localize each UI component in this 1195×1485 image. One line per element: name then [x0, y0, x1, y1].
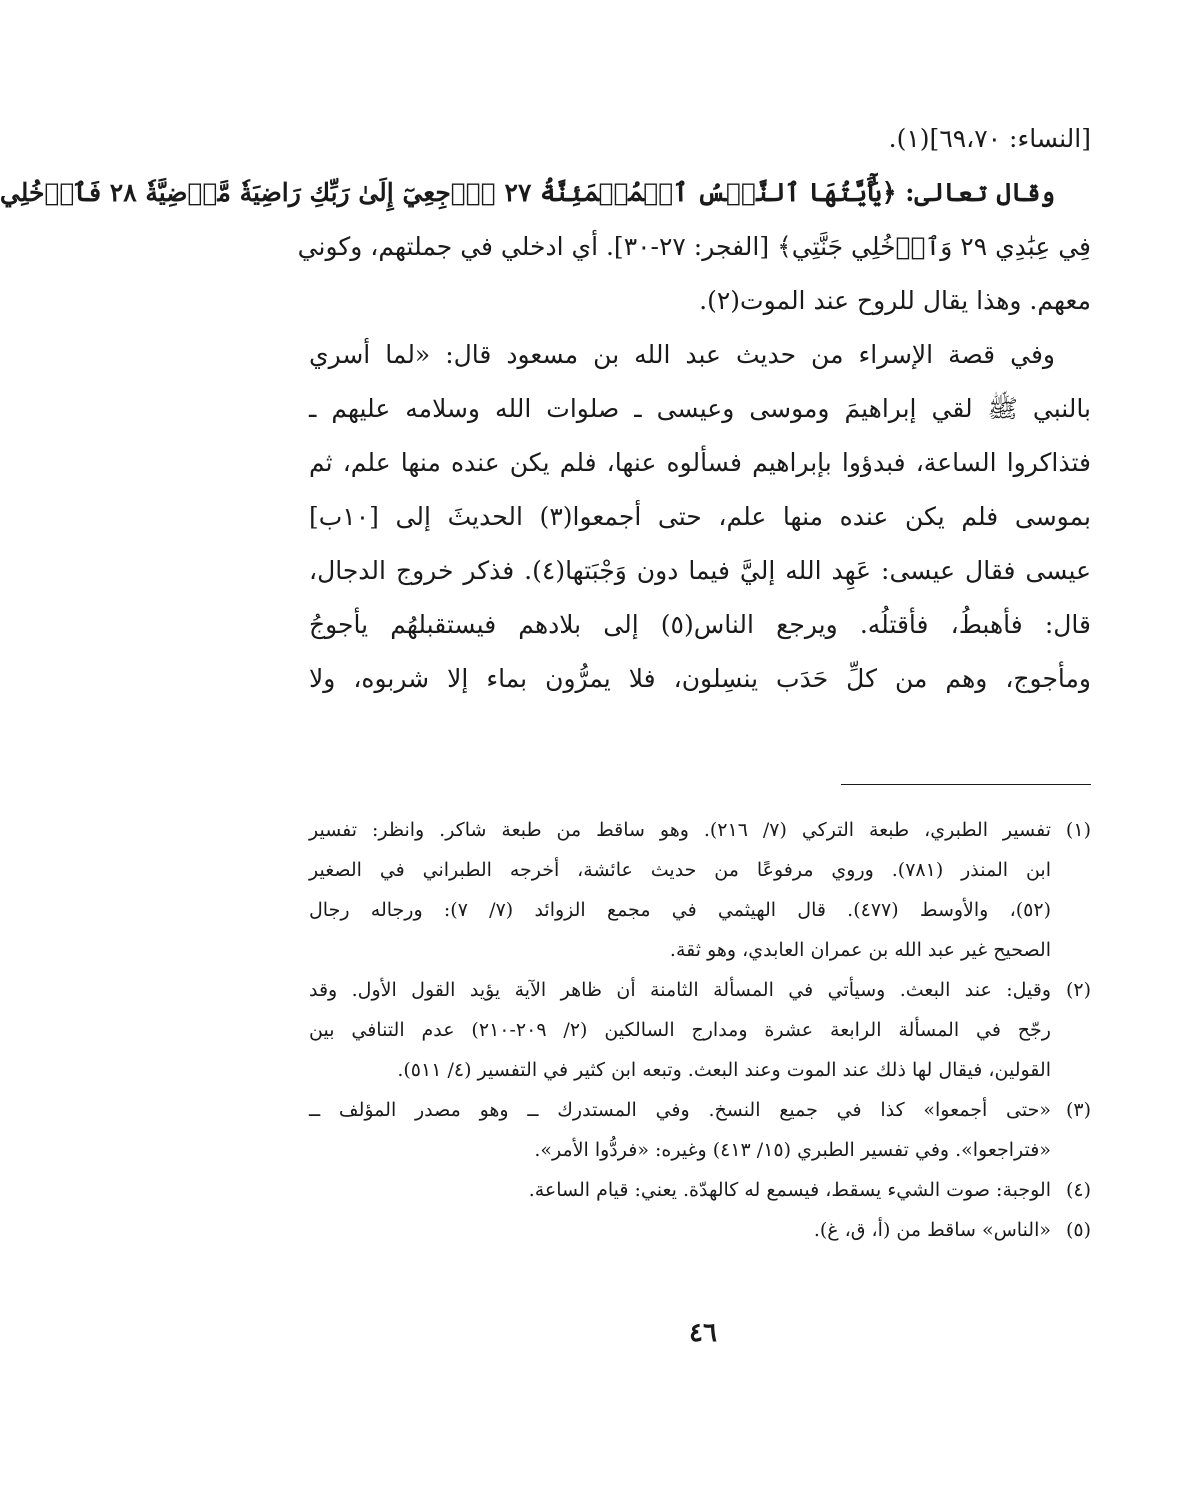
footnote-line: القولين، فيقال لها ذلك عند الموت وعند البعث. وتبعه ابن كثير في التفسير (٤/ ٥١١).: [397, 1059, 1051, 1081]
text-line: معهم. وهذا يقال للروح عند الموت(٢).: [699, 286, 1091, 315]
quran-citation-line: [النساء: ٦٩،٧٠](١).: [888, 124, 1091, 153]
footnote-text: «حتى أجمعوا» كذا في جميع النسخ. وفي المستدرك ــ وهو مصدر المؤلف ــ: [309, 1099, 1051, 1121]
footnote-number: (٣): [1065, 1099, 1091, 1121]
footnote-number: (٤): [1065, 1179, 1091, 1201]
footnotes: [309, 810, 1091, 1250]
footnote-line: [309, 1210, 1091, 1250]
footnote-line: ابن المنذر (٧٨١). وروي مرفوعًا من حديث عائشة، أخرجه الطبراني في الصغير: [309, 859, 1051, 881]
text-line: وقال تعالى: ﴿يَٰٓأَيَّتُهَا ٱلنَّفۡسُ ٱلۡمُطۡمَئِنَّةُ ٢٧ ٱرۡجِعِيٓ إِلَىٰ رَبِّكِ رَاضِيَةٗ مَّرۡضِيَّةٗ ٢٨ فَٱدۡخُلِي: [0, 178, 1055, 207]
footnote-text: الوجبة: صوت الشيء يسقط، فيسمع له كالهدّة. يعني: قيام الساعة.: [528, 1179, 1051, 1201]
footnote-line: الصحيح غير عبد الله بن عمران العابدي، وهو ثقة.: [669, 939, 1051, 961]
footnote-line: [309, 1170, 1091, 1210]
main-text: [0, 112, 1092, 706]
footnote-line: [309, 1090, 1091, 1130]
text-line: بموسى فلم يكن عنده منها علم، حتى أجمعوا(٣) الحديثَ إلى [١٠ب]: [309, 502, 1092, 531]
footnote-line: «فتراجعوا». وفي تفسير الطبري (١٥/ ٤١٣) وغيره: «فردُّوا الأمر».: [534, 1139, 1051, 1161]
footnote-number: (١): [1065, 819, 1091, 841]
text-line: قال: فأهبطُ، فأقتلُه. ويرجع الناس(٥) إلى بلادهم فيستقبلهُم يأجوجُ: [309, 610, 1092, 639]
footnote-separator: [841, 784, 1091, 785]
footnote-number: (٢): [1065, 979, 1091, 1001]
text-line: عيسى فقال عيسى: عَهِد الله إليَّ فيما دون وَجْبَتها(٤). فذكر خروج الدجال،: [309, 556, 1092, 585]
text-line: وفي قصة الإسراء من حديث عبد الله بن مسعود قال: «لما أسري: [309, 340, 1055, 369]
footnote-text: تفسير الطبري، طبعة التركي (٧/ ٢١٦). وهو ساقط من طبعة شاكر. وانظر: تفسير: [309, 819, 1051, 841]
text-line: ومأجوج، وهم من كلِّ حَدَب ينسِلون، فلا يمرُّون بماء إلا شربوه، ولا: [309, 664, 1091, 693]
footnote-line: [309, 810, 1091, 850]
page-number: ٤٦: [689, 1318, 717, 1348]
footnote-line: رجّح في المسألة الرابعة عشرة ومدارج السالكين (٢/ ٢٠٩-٢١٠) عدم التنافي بين: [309, 1019, 1051, 1041]
footnote-text: وقيل: عند البعث. وسيأتي في المسألة الثامنة أن ظاهر الآية يؤيد القول الأول. وقد: [309, 979, 1051, 1001]
text-line: بالنبي ﷺ لقي إبراهيمَ وموسى وعيسى ـ صلوات الله وسلامه عليهم ـ: [309, 394, 1091, 423]
text-line: فِي عِبَٰدِي ٢٩ وَٱدۡخُلِي جَنَّتِي﴾ [الفجر: ٢٧-٣٠]. أي ادخلي في جملتهم، وكوني: [297, 232, 1091, 261]
footnote-line: (٥٢)، والأوسط (٤٧٧). قال الهيثمي في مجمع الزوائد (٧/ ٧): ورجاله رجال: [309, 899, 1051, 921]
footnote-text: «الناس» ساقط من (أ، ق، غ).: [813, 1219, 1051, 1241]
footnote-number: (٥): [1065, 1219, 1091, 1241]
footnote-line: [309, 970, 1091, 1010]
text-line: فتذاكروا الساعة، فبدؤوا بإبراهيم فسألوه عنها، فلم يكن عنده منها علم، ثم: [309, 448, 1091, 477]
